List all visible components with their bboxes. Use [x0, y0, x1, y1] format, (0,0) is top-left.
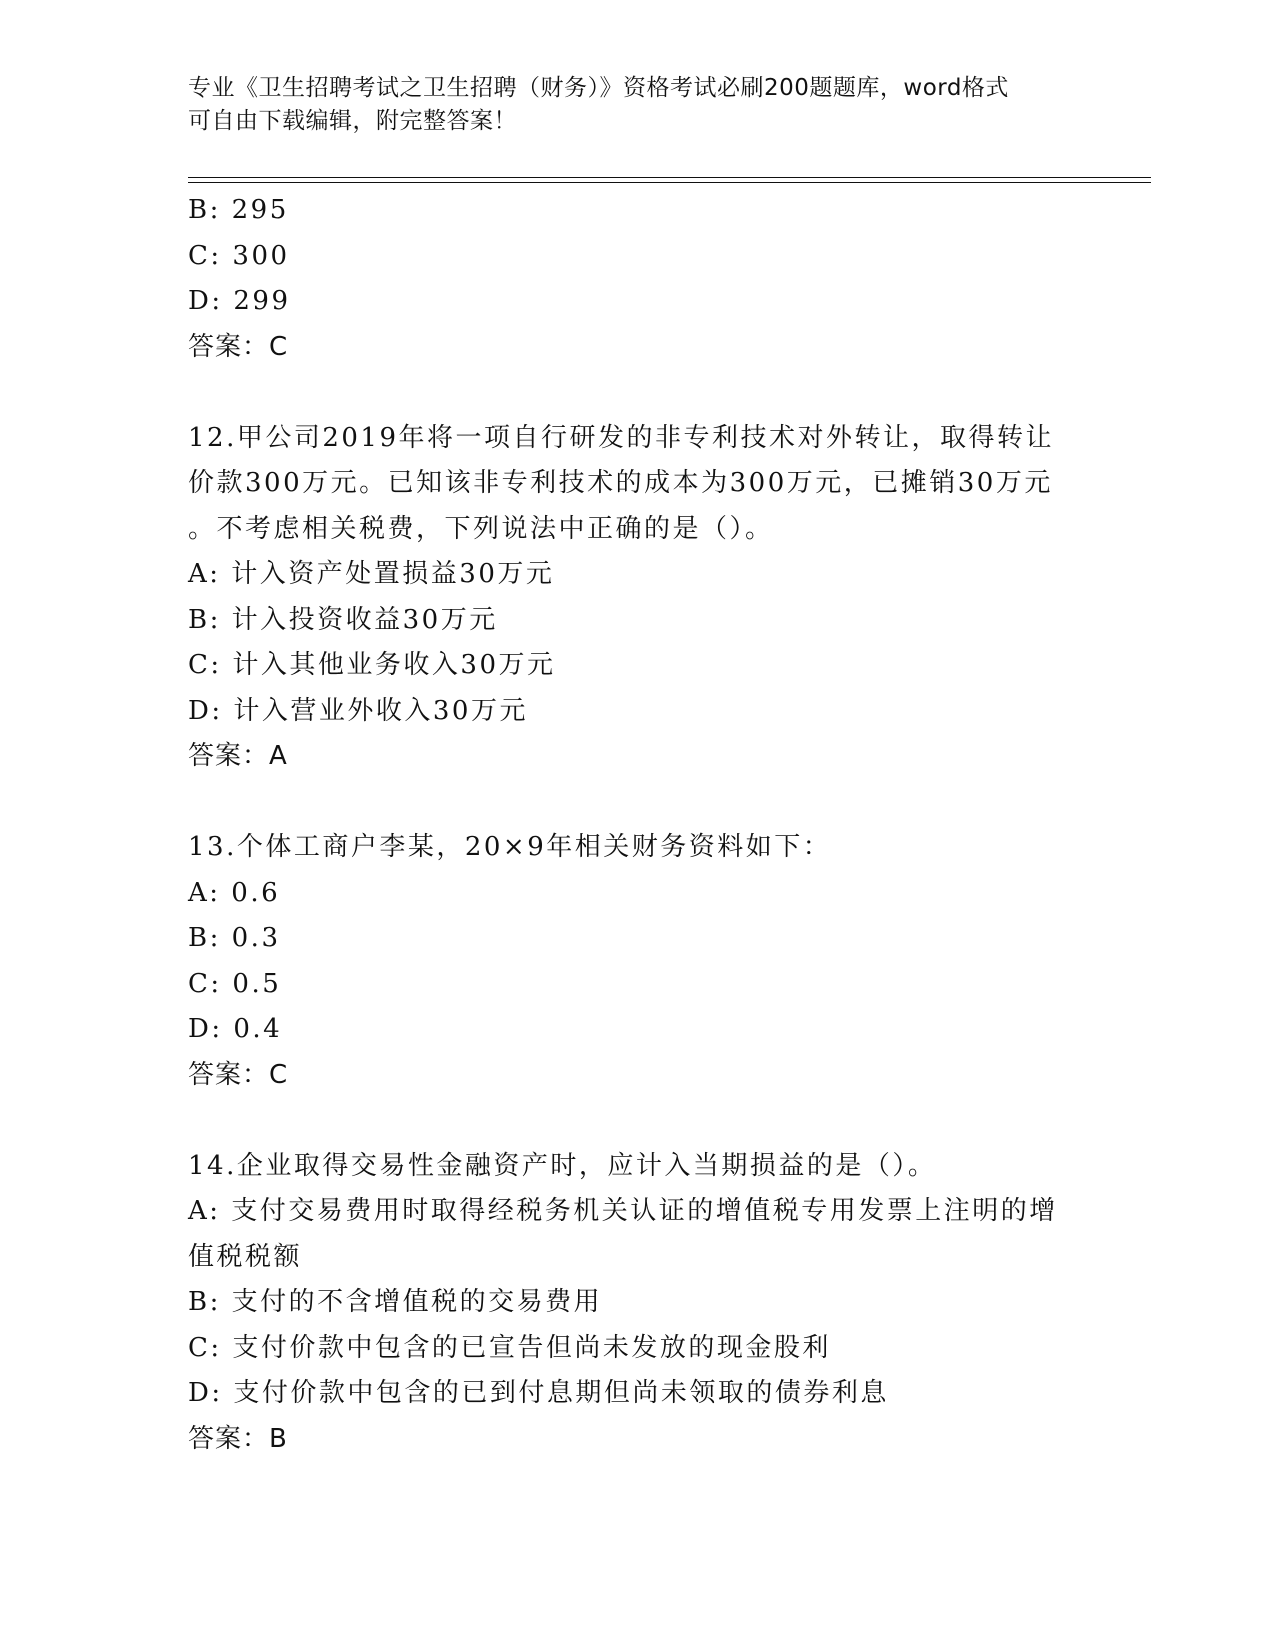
option-d: D: 支付价款中包含的已到付息期但尚未领取的债券利息	[188, 1378, 889, 1408]
prev-question-block	[188, 188, 1088, 370]
option-a: A: 计入资产处置损益30万元	[188, 559, 555, 589]
option-c: C: 计入其他业务收入30万元	[188, 650, 556, 680]
answer-value: A	[269, 741, 288, 771]
option-c: C: 0.5	[188, 968, 282, 999]
page-header	[188, 72, 1068, 138]
answer-prefix: 答案：	[188, 741, 270, 771]
answer-value: C	[269, 1059, 289, 1090]
answer-line	[188, 734, 1088, 780]
option-line: D: 299	[188, 286, 291, 316]
question-stem-line: 价款300万元。已知该非专利技术的成本为300万元，已摊销30万元	[188, 468, 1053, 498]
option-line: C: 300	[188, 240, 290, 271]
question-stem-line: 14.企业取得交易性金融资产时，应计入当期损益的是（）。	[188, 1150, 937, 1181]
answer-value: C	[269, 331, 289, 362]
question-12	[188, 416, 1088, 780]
answer-prefix: 答案：	[188, 1423, 270, 1454]
header-line-2: 可自由下载编辑，附完整答案！	[188, 108, 517, 134]
document-body	[188, 188, 1088, 1462]
option-a: A: 0.6	[188, 877, 281, 908]
header-double-rule	[188, 177, 1151, 183]
answer-prefix: 答案：	[188, 331, 270, 362]
option-b: B: 0.3	[188, 923, 281, 953]
question-13	[188, 825, 1088, 1098]
answer-value: B	[269, 1423, 288, 1454]
question-stem-line: 13.个体工商户李某，20×9年相关财务资料如下：	[188, 832, 832, 862]
option-a: A: 支付交易费用时取得经税务机关认证的增值税专用发票上注明的增	[188, 1196, 1058, 1226]
option-d: D: 0.4	[188, 1014, 283, 1044]
answer-line	[188, 1417, 1088, 1463]
option-c: C: 支付价款中包含的已宣告但尚未发放的现金股利	[188, 1332, 831, 1363]
option-b: B: 计入投资收益30万元	[188, 604, 498, 635]
answer-prefix: 答案：	[188, 1059, 270, 1090]
option-d: D: 计入营业外收入30万元	[188, 695, 528, 726]
option-b: B: 支付的不含增值税的交易费用	[188, 1287, 603, 1317]
answer-line	[188, 1053, 1088, 1099]
question-stem-line: 12.甲公司2019年将一项自行研发的非专利技术对外转让，取得转让	[188, 422, 1055, 453]
header-line-1: 专业《卫生招聘考试之卫生招聘（财务）》资格考试必刷200题题库，word格式	[188, 75, 1009, 101]
question-stem-line: 。不考虑相关税费，下列说法中正确的是（）。	[188, 513, 774, 544]
option-line: B: 295	[188, 195, 289, 225]
option-a-continued: 值税税额	[188, 1241, 303, 1272]
question-14	[188, 1144, 1088, 1463]
answer-line	[188, 325, 1088, 371]
